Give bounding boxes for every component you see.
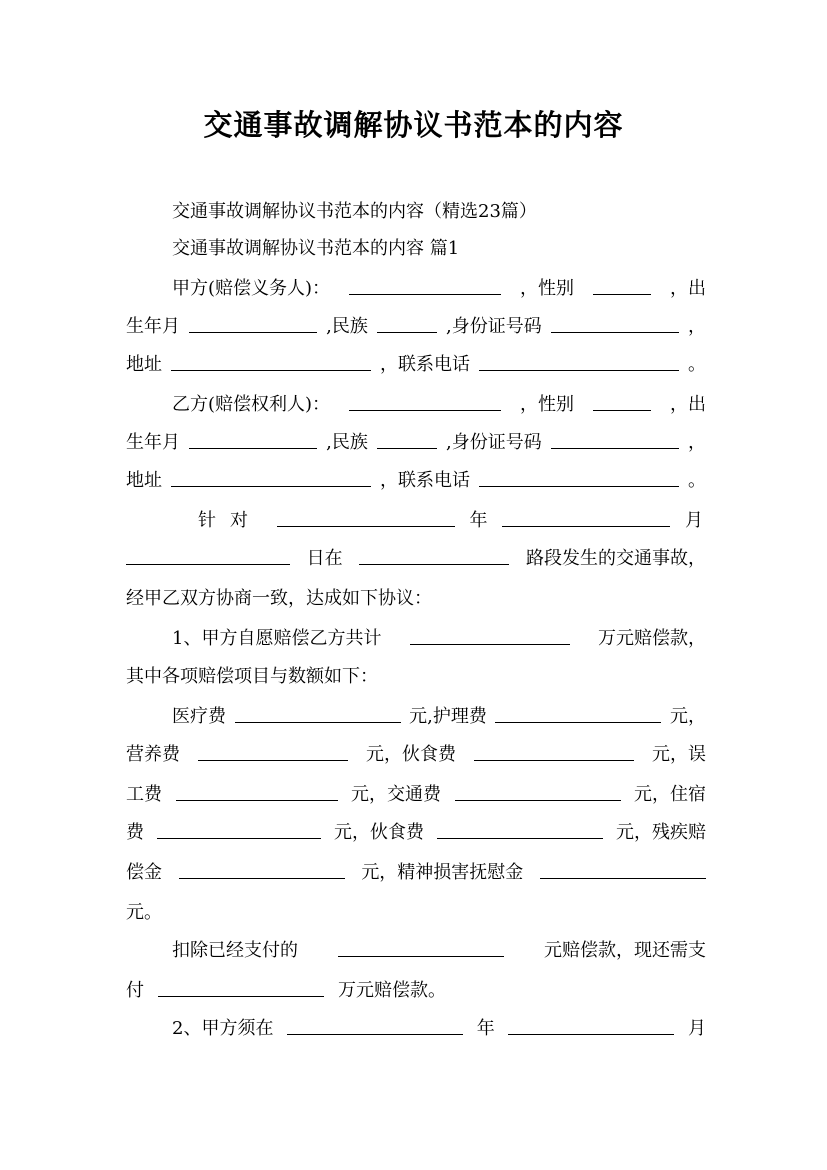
medical-label: 医疗费	[172, 706, 226, 727]
mental-damage-blank[interactable]	[540, 856, 706, 879]
birth-label-end: 生年月	[126, 432, 180, 453]
medical-fee-blank[interactable]	[235, 700, 401, 723]
food-fee-blank[interactable]	[474, 738, 634, 761]
birth-label-end: 生年月	[126, 316, 180, 337]
party-a-birth-blank[interactable]	[189, 310, 317, 333]
lodging-label-end: 费	[126, 822, 144, 843]
disability-label-end: 偿金	[126, 862, 162, 883]
nursing-fee-blank[interactable]	[495, 700, 661, 723]
party-a-label: 甲方(赔偿义务人)：	[172, 278, 331, 299]
deadline-year-blank[interactable]	[287, 1012, 463, 1035]
party-a-name-blank[interactable]	[349, 272, 501, 295]
birth-label-start: ，出	[669, 278, 706, 299]
id-label: ,身份证号码	[446, 316, 542, 337]
nutrition-fee-blank[interactable]	[198, 738, 348, 761]
total-amount-blank[interactable]	[410, 622, 570, 645]
punctuation: ，	[687, 316, 706, 337]
accident-line-1	[198, 504, 703, 538]
party-a-id-blank[interactable]	[551, 310, 679, 333]
for-label: 针对	[198, 510, 262, 531]
accident-road-blank[interactable]	[359, 542, 509, 565]
punctuation: 。	[688, 470, 706, 491]
accident-year-blank[interactable]	[277, 504, 455, 527]
clause-2-text: 2、甲方须在	[172, 1018, 274, 1039]
party-b-id-blank[interactable]	[551, 426, 679, 449]
pay-label: 付	[126, 980, 144, 1001]
party-b-line-1	[172, 388, 706, 422]
party-a-line-3	[126, 348, 706, 382]
deduct-label: 扣除已经支付的	[172, 940, 298, 961]
accident-line-2	[126, 542, 706, 576]
road-label: 路段发生的交通事故，	[525, 548, 706, 569]
phone-label: ，联系电话	[380, 354, 470, 375]
party-b-name-blank[interactable]	[349, 388, 501, 411]
transport-label: 元，交通费	[351, 784, 441, 805]
items-line-5	[126, 856, 706, 890]
address-label: 地址	[126, 470, 162, 491]
sex-label: ，性别	[520, 278, 575, 299]
lost-work-label-end: 工费	[126, 784, 162, 805]
food-label: 元，伙食费	[334, 822, 424, 843]
month-label: 月	[687, 1018, 706, 1039]
clause-1-text: 1、甲方自愿赔偿乙方共计	[172, 628, 382, 649]
phone-label: ，联系电话	[380, 470, 470, 491]
punctuation: 。	[688, 354, 706, 375]
deadline-month-blank[interactable]	[508, 1012, 674, 1035]
unit-label: 万元赔偿款。	[338, 980, 446, 1001]
clause-1-line-2: 其中各项赔偿项目与数额如下：	[126, 666, 378, 687]
accident-day-blank[interactable]	[126, 542, 290, 565]
party-b-nation-blank[interactable]	[377, 426, 437, 449]
lodging-label-start: 元，住宿	[634, 784, 706, 805]
punctuation: ，	[687, 432, 706, 453]
day-at-label: 日在	[306, 548, 343, 569]
remaining-label: 元赔偿款，现还需支	[544, 940, 706, 961]
mental-damage-label: 元，精神损害抚慰金	[361, 862, 524, 883]
party-a-nation-blank[interactable]	[377, 310, 437, 333]
paid-amount-blank[interactable]	[338, 934, 504, 957]
subtitle: 交通事故调解协议书范本的内容（精选23篇）	[172, 201, 537, 222]
lost-work-label-start: 元，误	[652, 744, 706, 765]
party-a-sex-blank[interactable]	[593, 272, 651, 295]
agreement-intro: 经甲乙双方协商一致，达成如下协议：	[126, 588, 432, 609]
sex-label: ，性别	[520, 394, 575, 415]
nutrition-label: 营养费	[126, 744, 180, 765]
id-label: ,身份证号码	[446, 432, 542, 453]
items-line-4	[126, 816, 706, 850]
nursing-label: 元,护理费	[409, 706, 487, 727]
accident-month-blank[interactable]	[502, 504, 670, 527]
party-a-line-2	[126, 310, 706, 344]
document-title: 交通事故调解协议书范本的内容	[203, 108, 624, 142]
items-line-1	[172, 700, 706, 734]
year-label: 年	[476, 1018, 495, 1039]
party-b-line-2	[126, 426, 706, 460]
nation-label: ,民族	[326, 316, 368, 337]
remaining-amount-blank[interactable]	[158, 974, 324, 997]
party-b-sex-blank[interactable]	[593, 388, 651, 411]
section-heading: 交通事故调解协议书范本的内容 篇1	[172, 238, 460, 259]
items-line-3	[126, 778, 706, 812]
party-a-address-blank[interactable]	[171, 348, 371, 371]
unit-label: 万元赔偿款，	[597, 628, 706, 649]
lodging-fee-blank[interactable]	[157, 816, 321, 839]
unit-label: 元，	[669, 706, 706, 727]
items-line-2	[126, 738, 706, 772]
nation-label: ,民族	[326, 432, 368, 453]
party-b-birth-blank[interactable]	[189, 426, 317, 449]
party-b-address-blank[interactable]	[171, 464, 371, 487]
transport-fee-blank[interactable]	[455, 778, 621, 801]
party-b-label: 乙方(赔偿权利人)：	[172, 394, 331, 415]
party-b-line-3	[126, 464, 706, 498]
disability-label-start: 元，残疾赔	[616, 822, 706, 843]
disability-comp-blank[interactable]	[179, 856, 345, 879]
deduct-line-2	[126, 974, 446, 1008]
birth-label-start: ，出	[669, 394, 706, 415]
address-label: 地址	[126, 354, 162, 375]
clause-1-line-1	[172, 622, 706, 656]
month-label: 月	[685, 510, 703, 531]
food-fee-blank-2[interactable]	[437, 816, 603, 839]
food-label: 元，伙食费	[366, 744, 456, 765]
party-b-phone-blank[interactable]	[479, 464, 679, 487]
year-label: 年	[469, 510, 488, 531]
deduct-line-1	[172, 934, 706, 968]
lost-work-fee-blank[interactable]	[176, 778, 338, 801]
items-line-6: 元。	[126, 902, 162, 923]
clause-2-line-1	[172, 1012, 706, 1046]
party-a-phone-blank[interactable]	[479, 348, 679, 371]
party-a-line-1	[172, 272, 706, 306]
